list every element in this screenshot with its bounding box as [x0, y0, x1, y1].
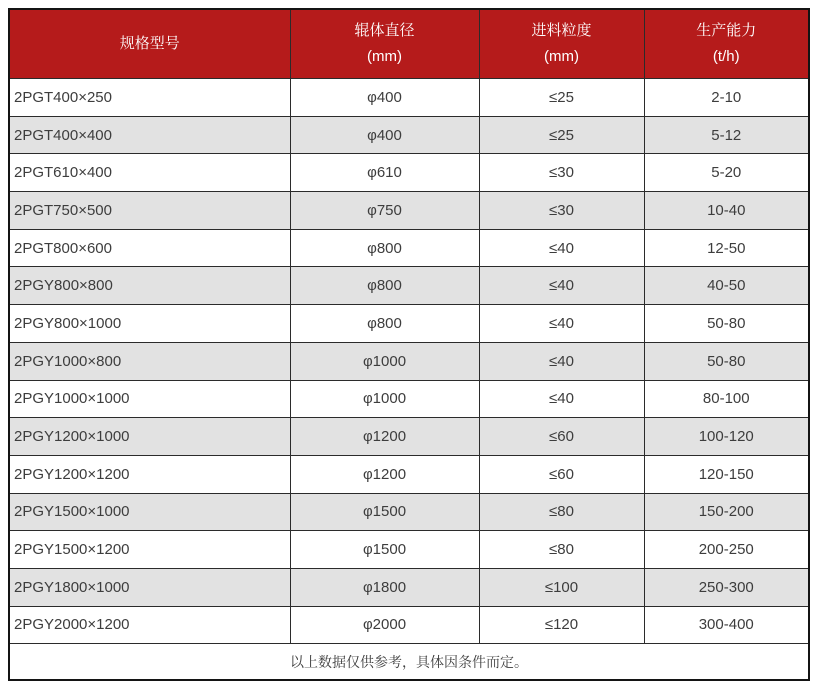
table-row [9, 154, 809, 192]
cell-roller-diameter: φ610 [290, 154, 479, 192]
cell-capacity: 40-50 [644, 267, 809, 305]
cell-feed-size: ≤40 [479, 229, 644, 267]
cell-feed-size: ≤60 [479, 418, 644, 456]
cell-roller-diameter: φ2000 [290, 606, 479, 644]
table-row [9, 79, 809, 117]
cell-feed-size: ≤40 [479, 305, 644, 343]
cell-model: 2PGT800×600 [9, 229, 290, 267]
cell-capacity: 5-12 [644, 116, 809, 154]
table-row [9, 418, 809, 456]
cell-capacity: 100-120 [644, 418, 809, 456]
cell-feed-size: ≤60 [479, 455, 644, 493]
cell-model: 2PGY800×1000 [9, 305, 290, 343]
table-row [9, 380, 809, 418]
cell-model: 2PGY1000×1000 [9, 380, 290, 418]
table-footer [9, 644, 809, 681]
cell-roller-diameter: φ1000 [290, 380, 479, 418]
cell-roller-diameter: φ400 [290, 79, 479, 117]
spec-sheet [8, 8, 808, 681]
cell-capacity: 200-250 [644, 531, 809, 569]
spec-table [8, 8, 810, 681]
cell-roller-diameter: φ400 [290, 116, 479, 154]
cell-capacity: 300-400 [644, 606, 809, 644]
cell-feed-size: ≤40 [479, 380, 644, 418]
table-row [9, 455, 809, 493]
table-row [9, 568, 809, 606]
cell-roller-diameter: φ800 [290, 229, 479, 267]
cell-feed-size: ≤100 [479, 568, 644, 606]
header-capacity [644, 9, 809, 79]
cell-capacity: 150-200 [644, 493, 809, 531]
table-row [9, 305, 809, 343]
cell-roller-diameter: φ800 [290, 267, 479, 305]
footnote-row [9, 644, 809, 681]
cell-model: 2PGY1500×1000 [9, 493, 290, 531]
cell-roller-diameter: φ1200 [290, 418, 479, 456]
header-roller-diameter-label: 辊体直径 [354, 22, 415, 39]
cell-capacity: 12-50 [644, 229, 809, 267]
cell-capacity: 2-10 [644, 79, 809, 117]
cell-model: 2PGY1800×1000 [9, 568, 290, 606]
table-row [9, 342, 809, 380]
cell-model: 2PGT400×250 [9, 79, 290, 117]
cell-feed-size: ≤25 [479, 116, 644, 154]
cell-feed-size: ≤120 [479, 606, 644, 644]
header-capacity-unit: (t/h) [712, 48, 740, 65]
table-row [9, 493, 809, 531]
cell-feed-size: ≤40 [479, 342, 644, 380]
cell-model: 2PGT610×400 [9, 154, 290, 192]
cell-model: 2PGY2000×1200 [9, 606, 290, 644]
table-row [9, 606, 809, 644]
header-model-label: 规格型号 [119, 35, 180, 52]
cell-feed-size: ≤80 [479, 531, 644, 569]
cell-model: 2PGT400×400 [9, 116, 290, 154]
cell-model: 2PGY1200×1000 [9, 418, 290, 456]
header-capacity-label: 生产能力 [696, 22, 757, 39]
cell-roller-diameter: φ750 [290, 192, 479, 230]
cell-capacity: 5-20 [644, 154, 809, 192]
cell-feed-size: ≤25 [479, 79, 644, 117]
header-feed-size-unit: (mm) [544, 48, 579, 65]
cell-feed-size: ≤30 [479, 154, 644, 192]
header-feed-size-label: 进料粒度 [531, 22, 592, 39]
table-row [9, 531, 809, 569]
header-row [9, 9, 809, 79]
cell-feed-size: ≤30 [479, 192, 644, 230]
cell-feed-size: ≤80 [479, 493, 644, 531]
cell-model: 2PGY800×800 [9, 267, 290, 305]
header-feed-size [479, 9, 644, 79]
cell-capacity: 50-80 [644, 305, 809, 343]
table-footnote: 以上数据仅供参考，具体因条件而定。 [9, 644, 809, 681]
table-row [9, 229, 809, 267]
table-row [9, 192, 809, 230]
cell-model: 2PGY1200×1200 [9, 455, 290, 493]
cell-model: 2PGY1000×800 [9, 342, 290, 380]
cell-capacity: 80-100 [644, 380, 809, 418]
table-row [9, 267, 809, 305]
cell-model: 2PGT750×500 [9, 192, 290, 230]
header-roller-diameter-unit: (mm) [367, 48, 402, 65]
cell-capacity: 10-40 [644, 192, 809, 230]
cell-capacity: 50-80 [644, 342, 809, 380]
cell-roller-diameter: φ1500 [290, 493, 479, 531]
cell-roller-diameter: φ1000 [290, 342, 479, 380]
cell-roller-diameter: φ1500 [290, 531, 479, 569]
cell-roller-diameter: φ800 [290, 305, 479, 343]
spec-table-body [9, 79, 809, 644]
table-row [9, 116, 809, 154]
header-roller-diameter [290, 9, 479, 79]
table-header [9, 9, 809, 79]
cell-roller-diameter: φ1800 [290, 568, 479, 606]
cell-roller-diameter: φ1200 [290, 455, 479, 493]
cell-model: 2PGY1500×1200 [9, 531, 290, 569]
header-model [9, 9, 290, 79]
cell-feed-size: ≤40 [479, 267, 644, 305]
cell-capacity: 250-300 [644, 568, 809, 606]
cell-capacity: 120-150 [644, 455, 809, 493]
